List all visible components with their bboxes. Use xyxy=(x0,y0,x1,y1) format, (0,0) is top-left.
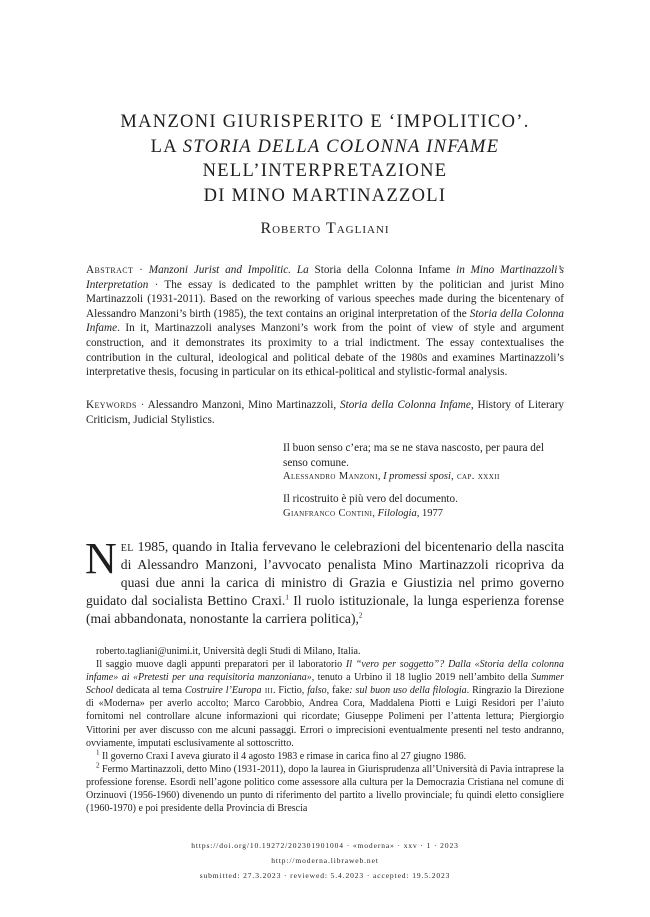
footnote-number: 1 xyxy=(96,748,100,757)
epigraph-author: Gianfranco Contini xyxy=(283,507,373,519)
footer-website[interactable]: http://moderna.libraweb.net xyxy=(271,856,379,865)
footnote-text: Fermo Martinazzoli, detto Mino (1931-2011), dopo la laurea in Giurisprudenza all’Università di Pavia intraprese la professione forense. Esordì nell’agone politico come assessore alla cultura per la Democrazia Cristiana nel comune di Orzinuovi (1956-1960) divenendo un punto di riferimento del partito a livello provinciale; fu quindi eletto consigliere (1960-1970) e poi presidente della Provincia di Brescia xyxy=(86,763,564,815)
footnote-ref-1[interactable]: 1 xyxy=(285,593,289,602)
article-title xyxy=(60,110,590,208)
title-line-4: DI MINO MARTINAZZOLI xyxy=(203,185,447,206)
epigraph-source: Alessandro Manzoni, I promessi sposi, cap. xxxii xyxy=(283,471,500,483)
epigraph-work: I promessi sposi xyxy=(383,471,451,483)
keywords-text-1: Alessandro Manzoni, Mino Martinazzoli, xyxy=(147,399,341,411)
abstract-title-italic-2: in Mino Martinazzoli’s Interpretation xyxy=(86,264,564,291)
abstract-title-roman: Storia della Colonna Infame xyxy=(314,264,451,276)
footer-doi[interactable]: https://doi.org/10.19272/202301901004 · «moderna» · xxv · 1 · 2023 xyxy=(191,841,459,850)
ack-text: , tenuto a Urbino il 18 luglio 2019 nell’ambito della xyxy=(311,672,532,684)
abstract-label: Abstract xyxy=(86,264,134,276)
body-text-1: 1985, quando in Italia fervevano le celebrazioni del bicentenario della nascita di Alessandro Manzoni, l’avvocato penalista Mino Martinazzoli ricopriva da quasi due anni la carica di ministro di Grazia e Giustizia nel primo governo guidato dal socialista Bettino Craxi. xyxy=(86,539,564,609)
epigraph-quote: Il ricostruito è più vero del documento. xyxy=(283,493,458,505)
title-line-2-italic: STORIA DELLA COLONNA INFAME xyxy=(182,136,500,157)
abstract-text-2: . In it, Martinazzoli analyses Manzoni’s work from the point of view of style and argument construction, and it demonstrates its proximity to a trial indictment. The essay contextualises the contribution in the cultural, ideological and political debate of the 1980s and examines Martinazzoli’s interpretative thesis, focusing in particular on its ethical-political and stylistic-formal analysis. xyxy=(86,322,564,379)
keywords-italic: Storia della Colonna Infame xyxy=(340,399,471,411)
footnote-number: 2 xyxy=(96,761,100,770)
epigraph-author: Alessandro Manzoni xyxy=(283,471,378,483)
body-text-2: Il ruolo istituzionale, la lunga esperienza forense (mai abbandonata, nonostante la carriera politica), xyxy=(86,593,565,627)
footnote-2 xyxy=(86,763,564,815)
epigraph-work: Filologia xyxy=(377,507,417,519)
ack-text: . Ringrazio la Direzione di «Moderna» per averlo accolto; Marco Carobbio, Andrea Cora, Maddalena Piotti e Luigi Residori per l’aiuto fornitomi nel controllare alcune informazioni qui ricordate; Giuseppe Polimeni per l’attenta lettura; Piergiorgio Vittorini per aver discusso con me alcuni passaggi. Errori o imprecisioni eventualmente presenti nel testo andranno, ovviamente, imputati esclusivamente al sottoscritto. xyxy=(86,685,565,749)
epigraph-source: Gianfranco Contini, Filologia, 1977 xyxy=(283,507,443,519)
epigraph-1 xyxy=(283,441,565,485)
ack-italic: Summer School xyxy=(86,672,564,697)
title-line-1: MANZONI GIURISPERITO E ‘IMPOLITICO’. xyxy=(120,112,530,132)
body-text xyxy=(85,534,565,628)
ack-italic: Il “vero per soggetto”? Dalla «Storia della colonna infame» ai «Pretesti per una requisitoria manzoniana» xyxy=(86,659,564,684)
footer-dates: submitted: 27.3.2023 · reviewed: 5.4.2023 · accepted: 19.5.2023 xyxy=(199,871,451,880)
abstract-text-italic: Storia della Colonna Infame xyxy=(86,307,564,335)
author-email-affiliation: roberto.tagliani@unimi.it, Università degli Studi di Milano, Italia. xyxy=(96,646,361,657)
title-line-2-prefix: LA xyxy=(150,136,183,157)
abstract-title-italic-1: Manzoni Jurist and Impolitic. La xyxy=(148,264,315,276)
epigraph-ref: , 1977 xyxy=(416,507,443,519)
title-line-3: NELL’INTERPRETAZIONE xyxy=(202,161,448,181)
epigraph-ref: , cap. xxxii xyxy=(450,471,500,483)
keywords-label: Keywords xyxy=(86,399,137,411)
drop-cap: N xyxy=(85,534,117,583)
ack-text: . Fictio, xyxy=(273,685,308,697)
footnote-ref-2[interactable]: 2 xyxy=(358,611,363,620)
keywords xyxy=(86,398,564,427)
title-line-2 xyxy=(60,135,590,160)
abstract-text-1: · The essay is dedicated to the pamphlet written by the politician and jurist Mino Martinazzoli (1931-2011). Based on the reworking of various speeches made during the bicentenary of Alessandro Manzoni’s birth (1985), the text contains an original interpretation of the xyxy=(86,278,564,320)
ack-italic: falso xyxy=(307,685,327,697)
footnote-text: Il governo Craxi I aveva giurato il 4 agosto 1983 e rimase in carica fino al 27 giugno 1986. xyxy=(99,750,467,762)
ack-smallcaps: iii xyxy=(261,685,274,697)
ack-italic: Costruire l’Europa xyxy=(184,685,262,697)
footnote-1 xyxy=(86,750,564,763)
author-name: Roberto Tagliani xyxy=(260,220,390,237)
acknowledgements xyxy=(86,658,564,750)
ack-text: Il saggio muove dagli appunti preparatori per il laboratorio xyxy=(96,659,346,671)
keywords-text-2: , History of Literary Criticism, Judicial Stylistics. xyxy=(86,399,565,426)
first-word: el xyxy=(120,539,134,554)
keywords-separator: · xyxy=(136,399,148,411)
abstract-separator: · xyxy=(133,264,149,276)
epigraph-2 xyxy=(283,492,565,521)
abstract xyxy=(86,263,564,380)
ack-text: dedicata al tema xyxy=(113,685,185,697)
epigraph-quote: Il buon senso c’era; ma se ne stava nascosto, per paura del senso comune. xyxy=(283,442,544,469)
ack-italic: : sul buon uso della filologia xyxy=(349,685,467,697)
footnotes xyxy=(86,645,564,815)
ack-text: , fake xyxy=(326,685,350,697)
